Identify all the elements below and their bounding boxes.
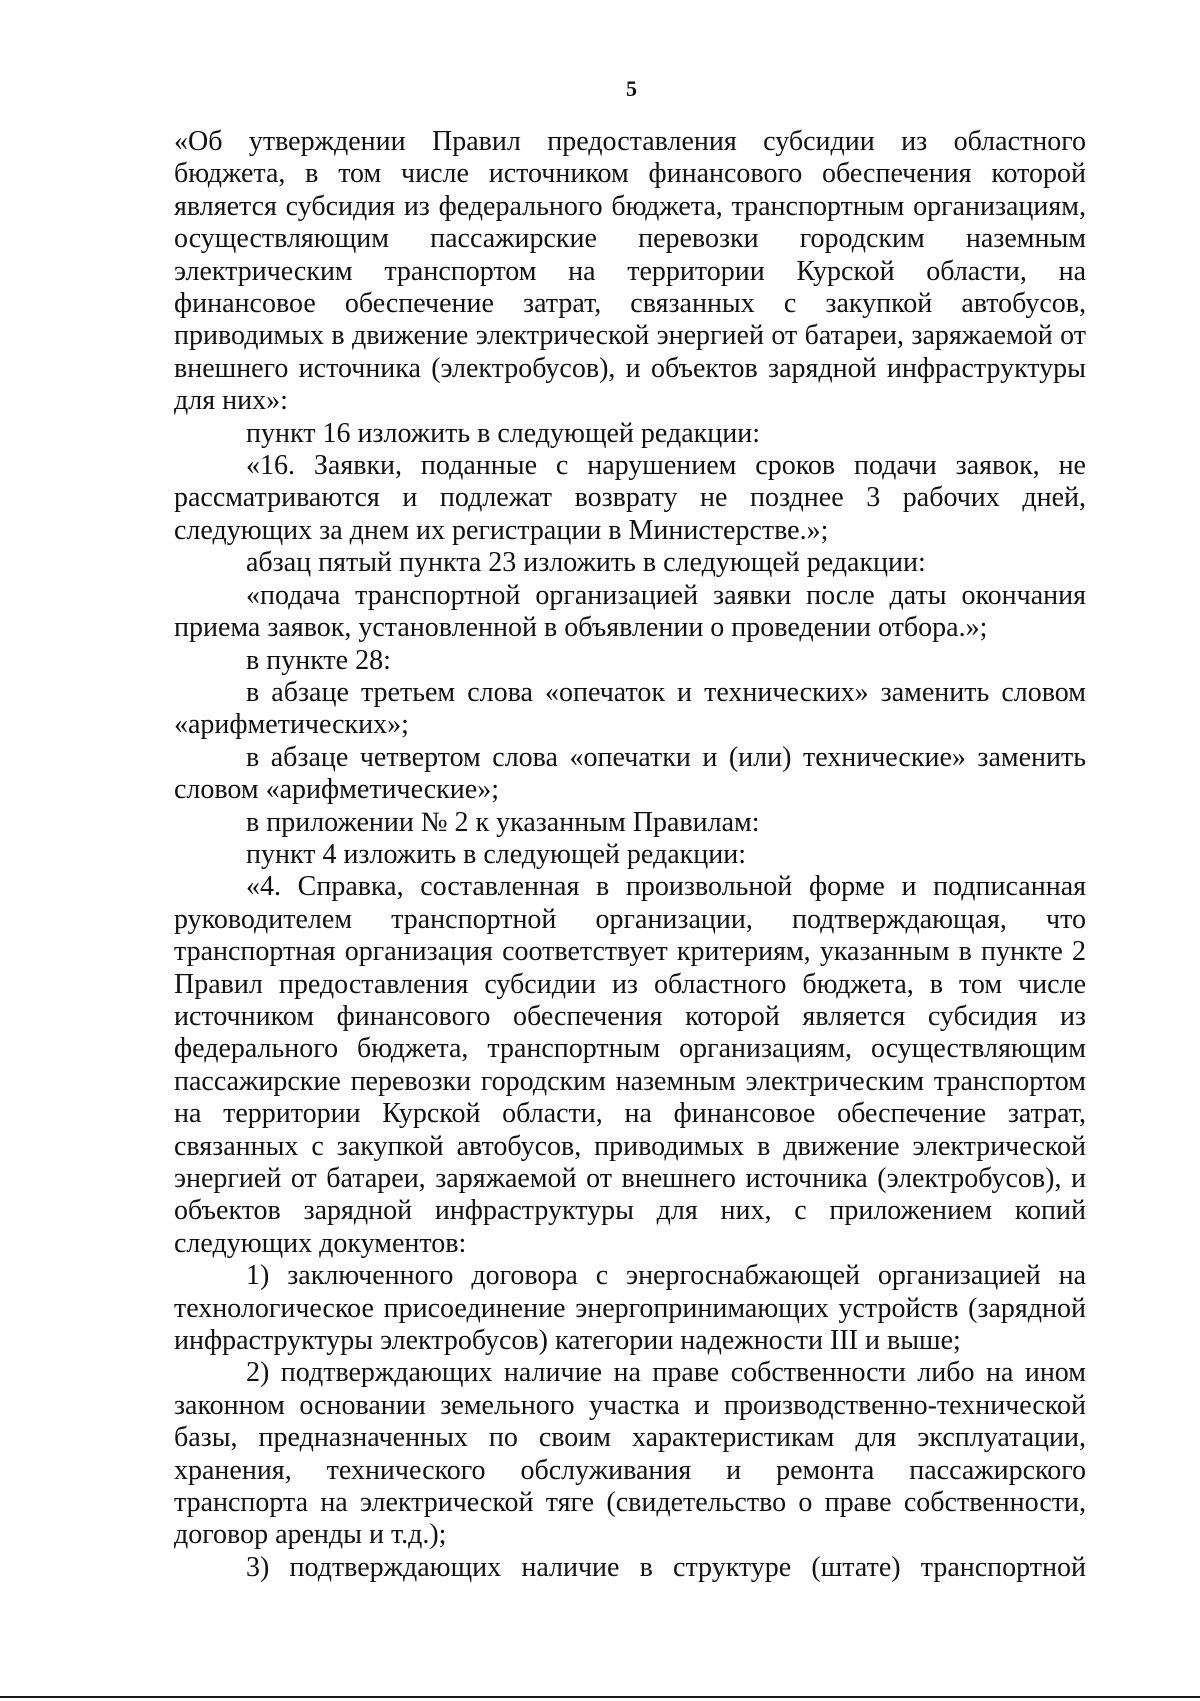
list-item-2: 2) подтверждающих наличие на праве собственности либо на ином законном основании земельного участка и производственно-технической базы, предназначенных по своим характеристикам для эксплуатации, хранения, технического обслуживания и ремонта пассажирского транспорта на электрической тяге (свидетельство о праве собственности, договор аренды и т.д.);: [174, 1357, 1086, 1551]
paragraph-point-4-instruction: пункт 4 изложить в следующей редакции:: [246, 838, 746, 870]
list-item-1: 1) заключенного договора с энергоснабжающей организацией на технологическое присоединение энергопринимающих устройств (зарядной инфраструктуры электробусов) категории надежности III и выше;: [174, 1260, 1086, 1357]
page-number: 5: [626, 76, 637, 101]
paragraph-resolution-title: «Об утверждении Правил предоставления субсидии из областного бюджета, в том числе источником финансового обеспечения которой является субсидия из федерального бюджета, транспортным организациям, осуществляющим пассажирские перевозки городским наземным электрическим транспортом на территории Курской области, на финансовое обеспечение затрат, связанных с закупкой автобусов, приводимых в движение электрической энергией от батареи, заряжаемой от внешнего источника (электробусов), и объектов зарядной инфраструктуры для них»:: [174, 126, 1086, 417]
paragraph-clause-28-abzac-4: в абзаце четвертом слова «опечатки и (или) технические» заменить словом «арифметические»;: [174, 741, 1086, 806]
list-item-3: 3) подтверждающих наличие в структуре (штате) транспортной: [246, 1551, 1086, 1583]
scan-edge-line: [0, 1696, 1200, 1698]
paragraph-clause-28-heading: в пункте 28:: [246, 644, 391, 676]
paragraph-clause-16-instruction: пункт 16 изложить в следующей редакции:: [246, 417, 760, 449]
paragraph-clause-28-abzac-3: в абзаце третьем слова «опечаток и технических» заменить словом «арифметических»;: [174, 676, 1086, 741]
paragraph-clause-23-instruction: абзац пятый пункта 23 изложить в следующей редакции:: [246, 547, 926, 579]
paragraph-appendix-2-heading: в приложении № 2 к указанным Правилам:: [246, 806, 760, 838]
paragraph-point-4-text: «4. Справка, составленная в произвольной форме и подписанная руководителем транспортной организации, подтверждающая, что транспортная организация соответствует критериям, указанным в пункте 2 Правил предоставления субсидии из областного бюджета, в том числе источником финансового обеспечения которой является субсидия из федерального бюджета, транспортным организациям, осуществляющим пассажирские перевозки городским наземным электрическим транспортом на территории Курской области, на финансовое обеспечение затрат, связанных с закупкой автобусов, приводимых в движение электрической энергией от батареи, заряжаемой от внешнего источника (электробусов), и объектов зарядной инфраструктуры для них, с приложением копий следующих документов:: [174, 871, 1086, 1259]
document-body: [174, 126, 1086, 1584]
paragraph-clause-23-text: «подача транспортной организацией заявки после даты окончания приема заявок, установленной в объявлении о проведении отбора.»;: [174, 579, 1086, 644]
paragraph-clause-16-text: «16. Заявки, поданные с нарушением сроков подачи заявок, не рассматриваются и подлежат возврату не позднее 3 рабочих дней, следующих за днем их регистрации в Министерстве.»;: [174, 450, 1086, 546]
